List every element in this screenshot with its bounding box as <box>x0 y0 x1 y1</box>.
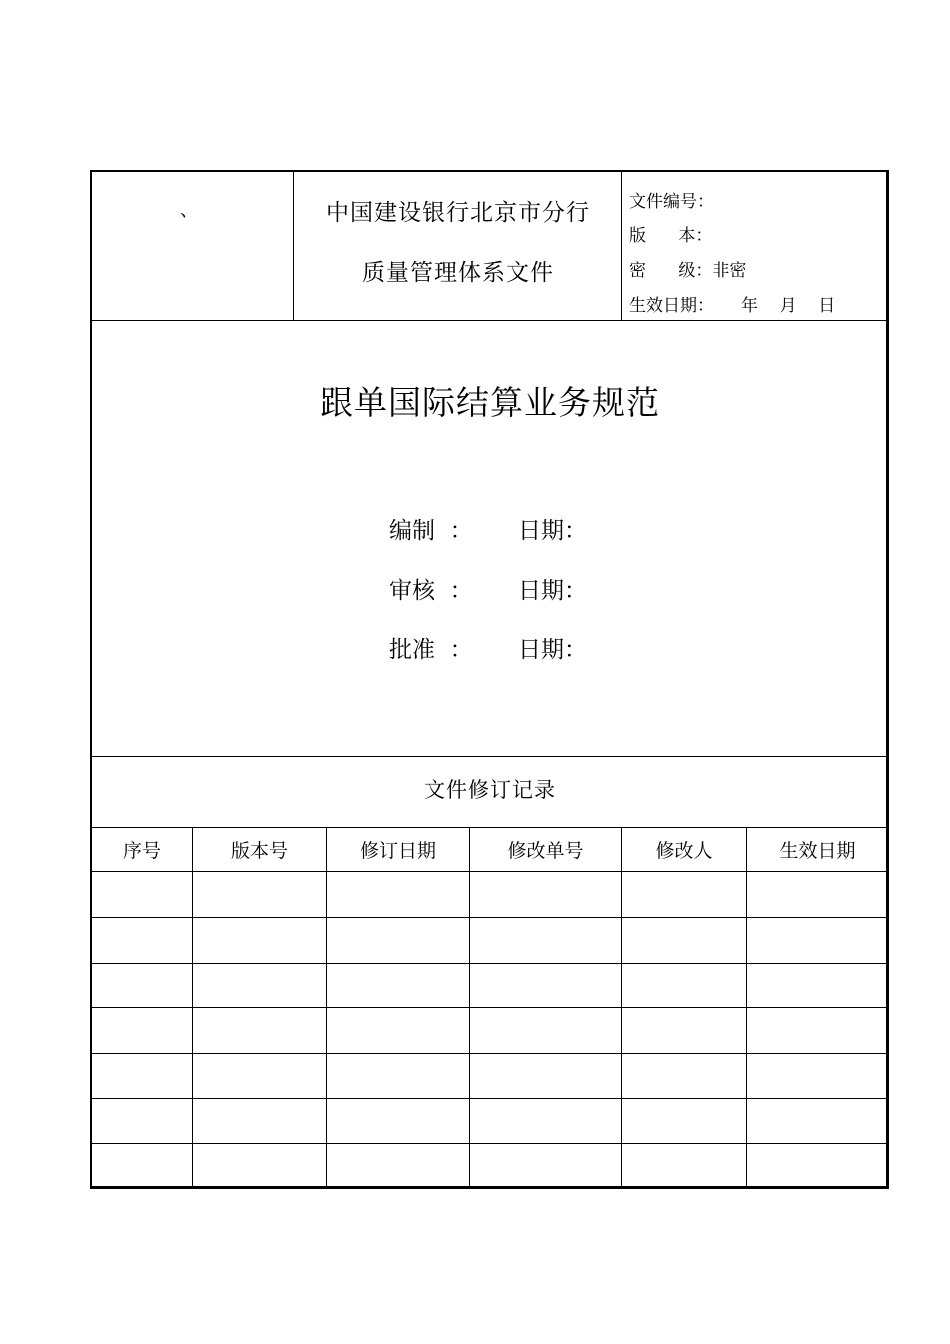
revision-top-rule <box>92 756 888 757</box>
table-cell <box>92 872 192 917</box>
table-cell <box>327 1144 469 1188</box>
table-cell <box>327 918 469 963</box>
col-header-seq: 序号 <box>122 840 161 862</box>
table-cell <box>327 1008 469 1053</box>
document-title: 跟单国际结算业务规范 <box>320 383 660 422</box>
col-header-effective-date: 生效日期 <box>779 840 856 862</box>
table-cell <box>470 1054 621 1098</box>
col-header-change-number: 修改单号 <box>507 840 584 862</box>
table-cell <box>193 1099 326 1143</box>
table-cell <box>622 872 746 917</box>
table-cell <box>747 1099 888 1143</box>
table-cell <box>327 964 469 1007</box>
signoff-approved-label: 批准 ： <box>389 637 473 663</box>
table-cell <box>92 1054 192 1098</box>
doc-number-label: 文件编号： <box>629 192 714 212</box>
table-cell <box>470 1144 621 1188</box>
col-header-version: 版本号 <box>230 840 288 862</box>
table-cell <box>92 918 192 963</box>
revision-record-title: 文件修订记录 <box>424 778 556 802</box>
logo-mark: 、 <box>180 200 198 221</box>
col-header-modifier: 修改人 <box>655 840 713 862</box>
table-cell <box>747 1144 888 1188</box>
table-cell <box>747 872 888 917</box>
table-cell <box>470 1099 621 1143</box>
table-cell <box>622 1144 746 1188</box>
table-cell <box>622 1008 746 1053</box>
table-cell <box>470 872 621 917</box>
table-cell <box>193 918 326 963</box>
table-cell <box>327 872 469 917</box>
table-cell <box>193 1054 326 1098</box>
table-cell <box>193 1008 326 1053</box>
table-cell <box>747 1008 888 1053</box>
table-cell <box>193 1144 326 1188</box>
table-cell <box>92 1099 192 1143</box>
effective-date-label: 生效日期： 年 月 日 <box>629 296 836 316</box>
header-bottom-rule <box>92 320 888 321</box>
signoff-reviewed-date: 日期： <box>518 578 587 604</box>
table-cell <box>622 964 746 1007</box>
org-name: 中国建设银行北京市分行 <box>326 200 590 226</box>
table-cell <box>747 964 888 1007</box>
table-cell <box>747 918 888 963</box>
revision-header-top-rule <box>92 827 888 828</box>
table-cell <box>470 918 621 963</box>
table-cell <box>622 1054 746 1098</box>
table-cell <box>622 1099 746 1143</box>
table-cell <box>92 1008 192 1053</box>
table-cell <box>327 1054 469 1098</box>
signoff-prepared-label: 编制 ： <box>389 518 473 544</box>
signoff-reviewed-label: 审核 ： <box>389 578 473 604</box>
table-cell <box>193 964 326 1007</box>
signoff-approved-date: 日期： <box>518 637 587 663</box>
table-cell <box>622 918 746 963</box>
table-cell <box>92 964 192 1007</box>
version-label: 版 本： <box>629 226 713 246</box>
signoff-prepared-date: 日期： <box>518 518 587 544</box>
document-cover-table <box>90 170 889 1189</box>
table-cell <box>327 1099 469 1143</box>
table-cell <box>470 964 621 1007</box>
table-cell <box>470 1008 621 1053</box>
security-label: 密 级：非密 <box>629 261 747 281</box>
col-header-revision-date: 修订日期 <box>359 840 436 862</box>
table-cell <box>193 872 326 917</box>
table-cell <box>747 1054 888 1098</box>
system-name: 质量管理体系文件 <box>362 260 554 286</box>
table-cell <box>92 1144 192 1188</box>
